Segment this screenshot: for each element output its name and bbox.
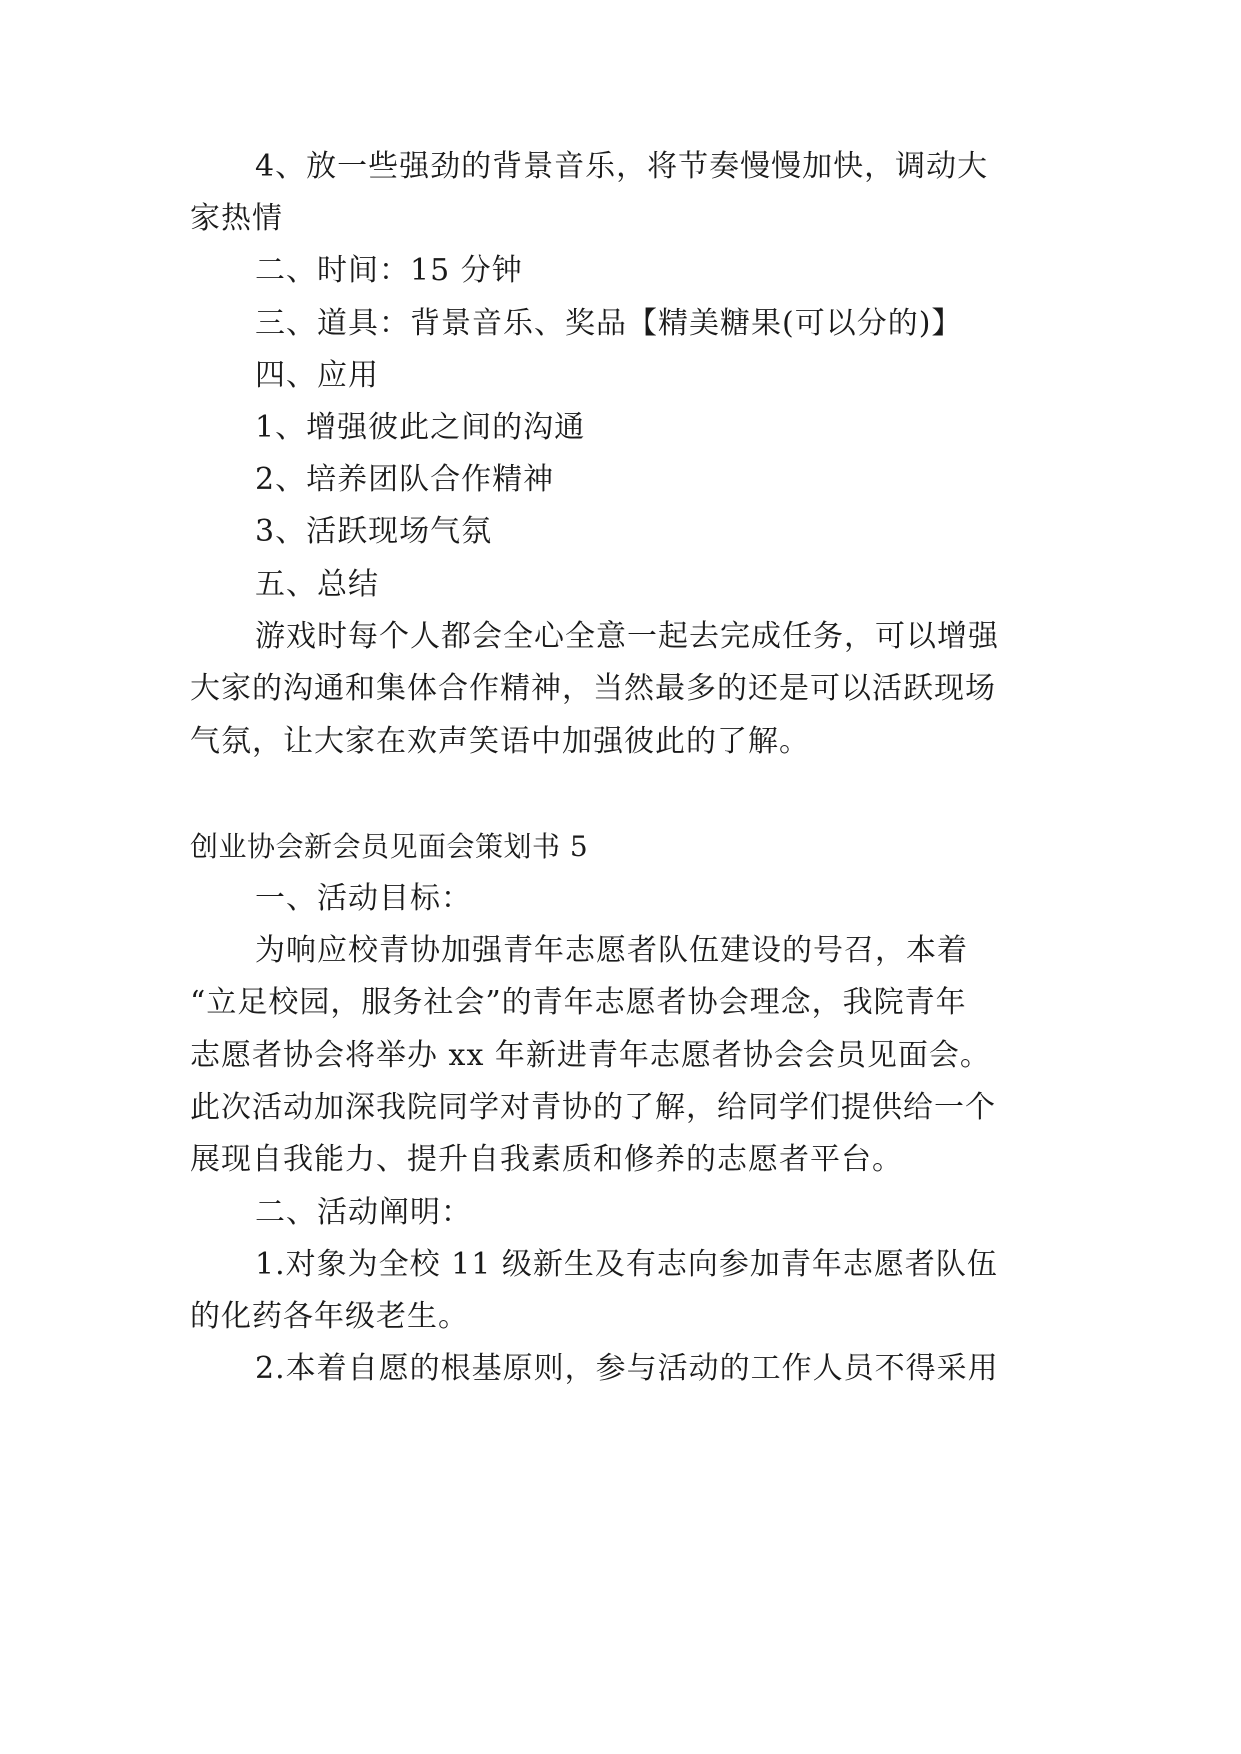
description-item-2-line-1: 2.本着自愿的根基原则，参与活动的工作人员不得采用	[255, 1351, 999, 1386]
goal-line-2: “立足校园，服务社会”的青年志愿者协会理念，我院青年	[190, 985, 967, 1020]
summary-line-3: 气氛，让大家在欢声笑语中加强彼此的了解。	[190, 724, 810, 759]
item4-line-2: 家热情	[190, 201, 283, 236]
item4-line-1: 4、放一些强劲的背景音乐，将节奏慢慢加快，调动大	[255, 149, 989, 184]
props-line: 三、道具：背景音乐、奖品【精美糖果(可以分的)】	[255, 306, 963, 341]
summary-line-1: 游戏时每个人都会全心全意一起去完成任务，可以增强	[255, 619, 999, 654]
application-item-3: 3、活跃现场气氛	[255, 514, 493, 549]
goal-line-5: 展现自我能力、提升自我素质和修养的志愿者平台。	[190, 1142, 903, 1177]
summary-line-2: 大家的沟通和集体合作精神，当然最多的还是可以活跃现场	[190, 671, 996, 706]
goal-line-3: 志愿者协会将举办 xx 年新进青年志愿者协会会员见面会。	[190, 1038, 991, 1073]
application-item-1: 1、增强彼此之间的沟通	[255, 410, 586, 445]
goal-heading: 一、活动目标：	[255, 881, 472, 916]
summary-heading: 五、总结	[255, 567, 379, 602]
section-title: 创业协会新会员见面会策划书 5	[190, 830, 589, 863]
goal-line-1: 为响应校青协加强青年志愿者队伍建设的号召，本着	[255, 933, 968, 968]
description-item-1-line-2: 的化药各年级老生。	[190, 1299, 469, 1334]
time-line: 二、时间：15 分钟	[255, 253, 523, 288]
application-heading: 四、应用	[255, 358, 379, 393]
application-item-2: 2、培养团队合作精神	[255, 462, 555, 497]
goal-line-4: 此次活动加深我院同学对青协的了解，给同学们提供给一个	[190, 1090, 996, 1125]
description-item-1-line-1: 1.对象为全校 11 级新生及有志向参加青年志愿者队伍	[255, 1247, 998, 1282]
description-heading: 二、活动阐明：	[255, 1195, 472, 1230]
